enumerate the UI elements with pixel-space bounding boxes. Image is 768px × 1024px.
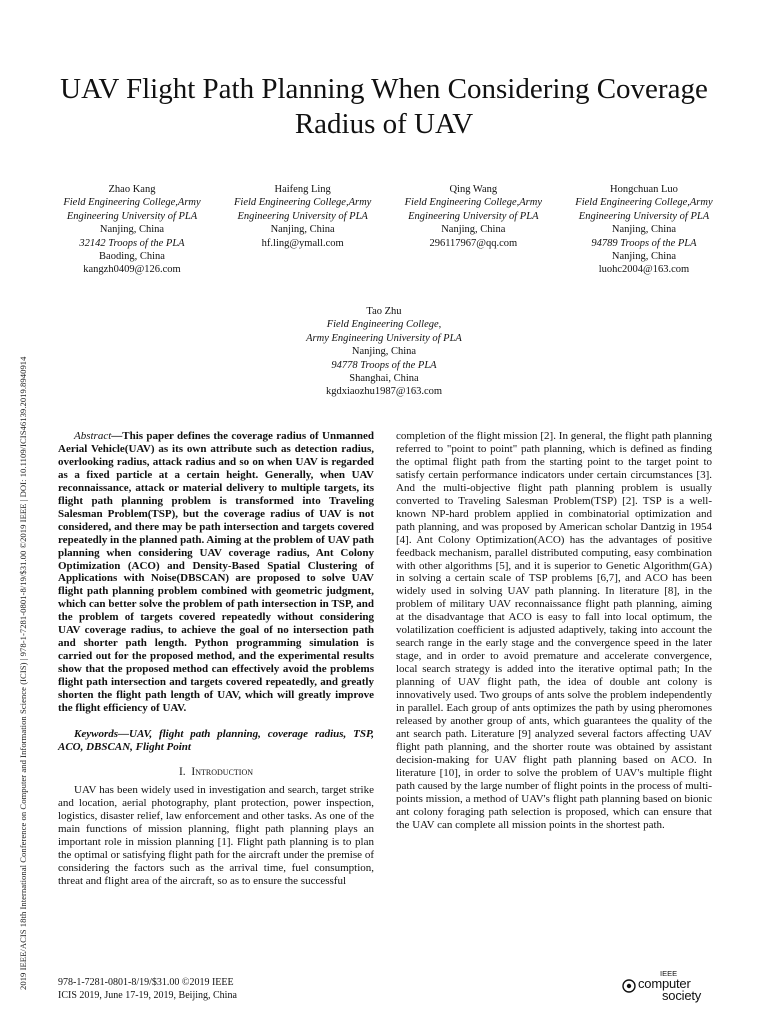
author-affiliation: Engineering University of PLA xyxy=(408,210,539,222)
author-city: Nanjing, China xyxy=(441,224,506,236)
author-unit: 94778 Troops of the PLA xyxy=(331,359,437,371)
abstract-label: Abstract xyxy=(74,430,112,442)
author-affiliation: Field Engineering College,Army xyxy=(63,197,201,209)
right-column xyxy=(396,430,712,832)
logo-line-society: society xyxy=(662,988,702,1003)
author-city: Shanghai, China xyxy=(349,373,419,385)
section-title: Introduction xyxy=(191,765,254,778)
author-city: Nanjing, China xyxy=(270,224,335,236)
abstract-text: —This paper defines the coverage radius of Unmanned Aerial Vehicle(UAV) as its own attribute such as detection radius, overlooking radius, attack radius and so on when UAV is regarded as a fixed particle at a certain height. Generally, when UAV reconnaissance, attack or material delivery to multiple targets, its flight path planning problem is transformed into Traveling Salesman Problem(TSP), but the coverage radius of UAV is not considered, and there may be path intersection and targets covered repeatedly in the planned path. Aiming at the problem of UAV path planning when considering UAV coverage radius, Ant Colony Optimization (ACO) and Density-Based Spatial Clustering of Applications with Noise(DBSCAN) are proposed to solve UAV flight path planning problem combined with geometric judgment, which can better solve the problem of path intersection in TSP, and the problem of targets covered repeatedly without considering UAV coverage radius, to achieve the goal of no intersection path and shorter path length. Python programming simulation is carried out for the proposed method, and the experimental results show that the proposed method can effectively avoid the problems flight path intersection and targets covered repeatedly, and greatly shorten the flight path length of UAV, which will greatly improve the flight efficiency of UAV. xyxy=(58,430,374,715)
footer-conference: ICIS 2019, June 17-19, 2019, Beijing, China xyxy=(58,989,237,1001)
paper-title: UAV Flight Path Planning When Considering Coverage Radius of UAV xyxy=(60,73,708,140)
author-name: Tao Zhu xyxy=(366,306,402,317)
author-1 xyxy=(48,183,216,277)
author-email: kgdxiaozhu1987@163.com xyxy=(325,386,443,398)
section-heading xyxy=(58,766,374,779)
author-unit: 94789 Troops of the PLA xyxy=(591,237,697,249)
author-city: Nanjing, China xyxy=(351,346,417,358)
doi-side-note xyxy=(6,0,28,1024)
ieee-computer-society-logo xyxy=(622,969,714,1005)
author-name: Zhao Kang xyxy=(108,184,156,195)
doi-side-text: 2019 IEEE/ACIS 18th International Conference on Computer and Information Science (ICIS) | 978-1-7281-0801-8/19/$31.00 ©2019 IEEE | DOI: 10.1109/ICIS46139.2019.8940914 xyxy=(18,356,28,990)
computer-society-icon xyxy=(622,979,636,993)
logo-ieee-text: IEEE xyxy=(660,969,678,978)
author-city: Baoding, China xyxy=(99,251,165,263)
author-email: kangzh0409@126.com xyxy=(83,264,181,276)
author-affiliation: Engineering University of PLA xyxy=(578,210,710,222)
author-email: luohc2004@163.com xyxy=(598,264,690,276)
author-5 xyxy=(284,305,484,399)
abstract xyxy=(58,430,374,715)
author-2 xyxy=(219,183,387,277)
intro-paragraph: UAV has been widely used in investigation and search, target strike and location, aerial photography, plant protection, power inspection, logistics, disaster relief, law enforcement and other tasks. As one of the main functions of mission planning, flight path planning plays an important role in mission planning [1]. Flight path planning is to plan the optimal or satisfying flight path for the aircraft under the premise of considering the factors such as the arrival time, fuel consumption, threat and flight area of the aircraft, so as to ensure the successful xyxy=(58,783,374,887)
author-city: Nanjing, China xyxy=(611,224,677,236)
author-name: Haifeng Ling xyxy=(274,184,331,195)
page-footer xyxy=(58,977,237,1002)
author-email: hf.ling@ymall.com xyxy=(261,237,344,249)
author-name: Hongchuan Luo xyxy=(609,184,678,195)
author-affiliation: Field Engineering College,Army xyxy=(404,197,542,209)
left-column xyxy=(58,430,374,887)
author-email: 296117967@qq.com xyxy=(429,237,518,249)
intro-paragraph-continued: completion of the flight mission [2]. In general, the flight path planning referred to "point to point" path planning, which is defined as finding the optimal flight path from the starting point to the target point to satisfy certain performance indicators under certain circumstances [3]. And the multi-objective flight path planning problem is usually converted to Traveling Salesman Problem(TSP) [2]. TSP is a well-known NP-hard problem applied in combinatorial optimization and path planning, and was proposed by American scholar Dantzig in 1954 [4]. Ant Colony Optimization(ACO) has the advantages of positive feedback mechanism, parallel distributed computing, easy combination with other algorithms [5], and it is superior to Genetic Algorithm(GA) in solving a certain scale of TSP problems [6,7], and ACO has been widely used in solving UAV path planning. In literature [8], in the problem of military UAV reconnaissance flight path planning, aiming at the disadvantage that ACO is easy to fall into local optimum, the volatilization coefficient is adjusted adaptively, taking into account the search range in the early stage and the convergence speed in the later stage, and in order to avoid premature and accelerate convergence, local search strategy is added into the iterative optimal path; In the planning of UAV flight path, the idea of double ant colony is innovatively used. Two groups of ants solve the problem independently in parallel. Each group of ants optimizes the path by using pheromones released by another group of ants, which guarantees the quality of the ant search path. Literature [9] analyzed several factors affecting UAV flight path planning, and the shorter route was obtained by assistant decision-making for UAV flight path planning based on ACO. In literature [10], in order to solve the problem of UAV's multiple flight path caused by the large number of flight points in the process of multi-points mission, a method of UAV's flight path planning based on bionic ant colony foraging path selection is proposed, which can ensure that the UAV can complete all mission points in the shortest path. xyxy=(396,430,712,831)
logo-line-computer: computer xyxy=(638,976,691,991)
author-affiliation: Field Engineering College,Army xyxy=(575,197,713,209)
section-number: I. xyxy=(178,765,186,778)
author-affiliation: Army Engineering University of PLA xyxy=(306,332,462,344)
author-3 xyxy=(389,183,557,277)
author-city: Nanjing, China xyxy=(611,251,677,263)
author-name: Qing Wang xyxy=(449,184,498,195)
author-unit: 32142 Troops of the PLA xyxy=(79,237,185,249)
author-block xyxy=(48,183,728,277)
author-city: Nanjing, China xyxy=(99,224,165,236)
author-affiliation: Engineering University of PLA xyxy=(237,210,368,222)
footer-copyright: 978-1-7281-0801-8/19/$31.00 ©2019 IEEE xyxy=(58,977,234,988)
author-affiliation: Field Engineering College, xyxy=(326,319,442,331)
author-affiliation: Engineering University of PLA xyxy=(66,210,198,222)
keywords: Keywords—UAV, flight path planning, coverage radius, TSP, ACO, DBSCAN, Flight Point xyxy=(58,727,374,753)
author-affiliation: Field Engineering College,Army xyxy=(233,197,372,209)
author-4 xyxy=(560,183,728,277)
